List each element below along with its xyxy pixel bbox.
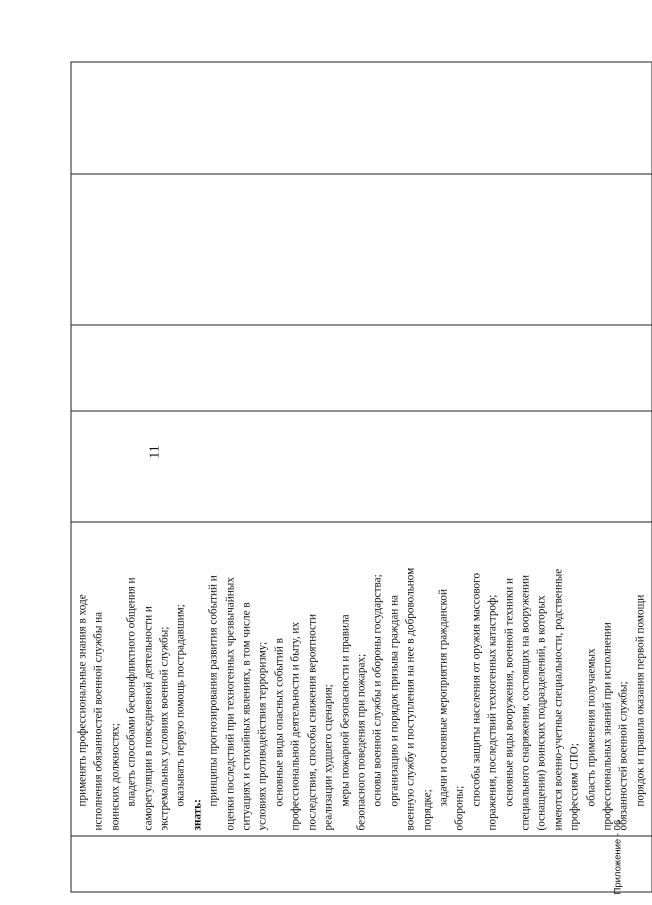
section-heading: знать: <box>190 799 203 831</box>
text-line: имеются военно-учетные специальности, родственные <box>551 568 564 831</box>
text-line: поражения, последствий техногенных катастроф; <box>486 594 499 831</box>
text-line: обязанностей военной службы; <box>617 681 630 831</box>
table-cell-empty <box>71 836 652 892</box>
text-line: профессиональных знаний при исполнении <box>601 622 613 831</box>
text-line: экстремальных условиях военной службы; <box>158 626 171 831</box>
text-line: принципы прогнозирования развития событий и <box>207 575 220 807</box>
footer-note: Приложение - 06 <box>612 819 623 895</box>
text-line: профессиональной деятельности и быту, их <box>289 621 302 831</box>
text-line: основные виды вооружения, военной техники и <box>502 577 515 807</box>
text-line: последствия, способы снижения вероятности <box>305 614 318 831</box>
text-line: безопасного поведения при пожарах; <box>354 653 367 831</box>
text-line: владеть способами бесконфликтного общения и <box>125 577 138 807</box>
text-line: оказывать первую помощь пострадавшим; <box>174 604 187 807</box>
text-line: (оснащении) воинских подразделений, в которых <box>535 595 548 831</box>
table-cell-empty <box>71 411 652 522</box>
text-line: оценки последствий при техногенных чрезвычайных <box>223 577 236 831</box>
text-line: саморегуляции в повседневной деятельности и <box>141 606 154 831</box>
text-line: военную службу и поступления на нее в добровольном <box>404 567 417 831</box>
table-row <box>71 62 652 892</box>
text-line: порядке; <box>420 789 433 831</box>
text-line: условиях противодействия терроризму; <box>256 641 269 831</box>
text-line: исполнения обязанностей военной службы на <box>92 611 105 831</box>
text-line: воинских должностях; <box>108 723 121 831</box>
page-number: 11 <box>147 445 162 459</box>
text-line: задачи и основные мероприятия гражданской <box>436 589 449 807</box>
table-cell-competencies <box>71 522 652 836</box>
text-line: реализации худшего сценария; <box>322 684 335 831</box>
text-line: основы военной службы и обороны государства; <box>371 574 384 807</box>
text-line: профессиям СПО; <box>568 743 581 831</box>
curriculum-table <box>70 62 652 893</box>
table-cell-empty <box>71 325 652 411</box>
text-line: способы защиты населения от оружия массового <box>469 572 482 807</box>
text-line: основные виды опасных событий в <box>272 638 285 807</box>
text-line: меры пожарной безопасности и правила <box>338 614 351 807</box>
text-line: организацию и порядок призыва граждан на <box>387 594 400 807</box>
text-line: применять профессиональные знания в ходе <box>76 594 88 807</box>
text-line: ситуациях и стихийных явлениях, в том числе в <box>240 602 253 831</box>
table-cell-empty <box>71 174 652 325</box>
text-line: порядок и правила оказания первой помощи <box>633 594 646 807</box>
text-line: специального снаряжения, состоящих на вооружении <box>518 575 531 831</box>
text-line: обороны; <box>453 785 466 831</box>
text-line: область применения получаемых <box>584 648 597 807</box>
table-cell-empty <box>71 62 652 174</box>
